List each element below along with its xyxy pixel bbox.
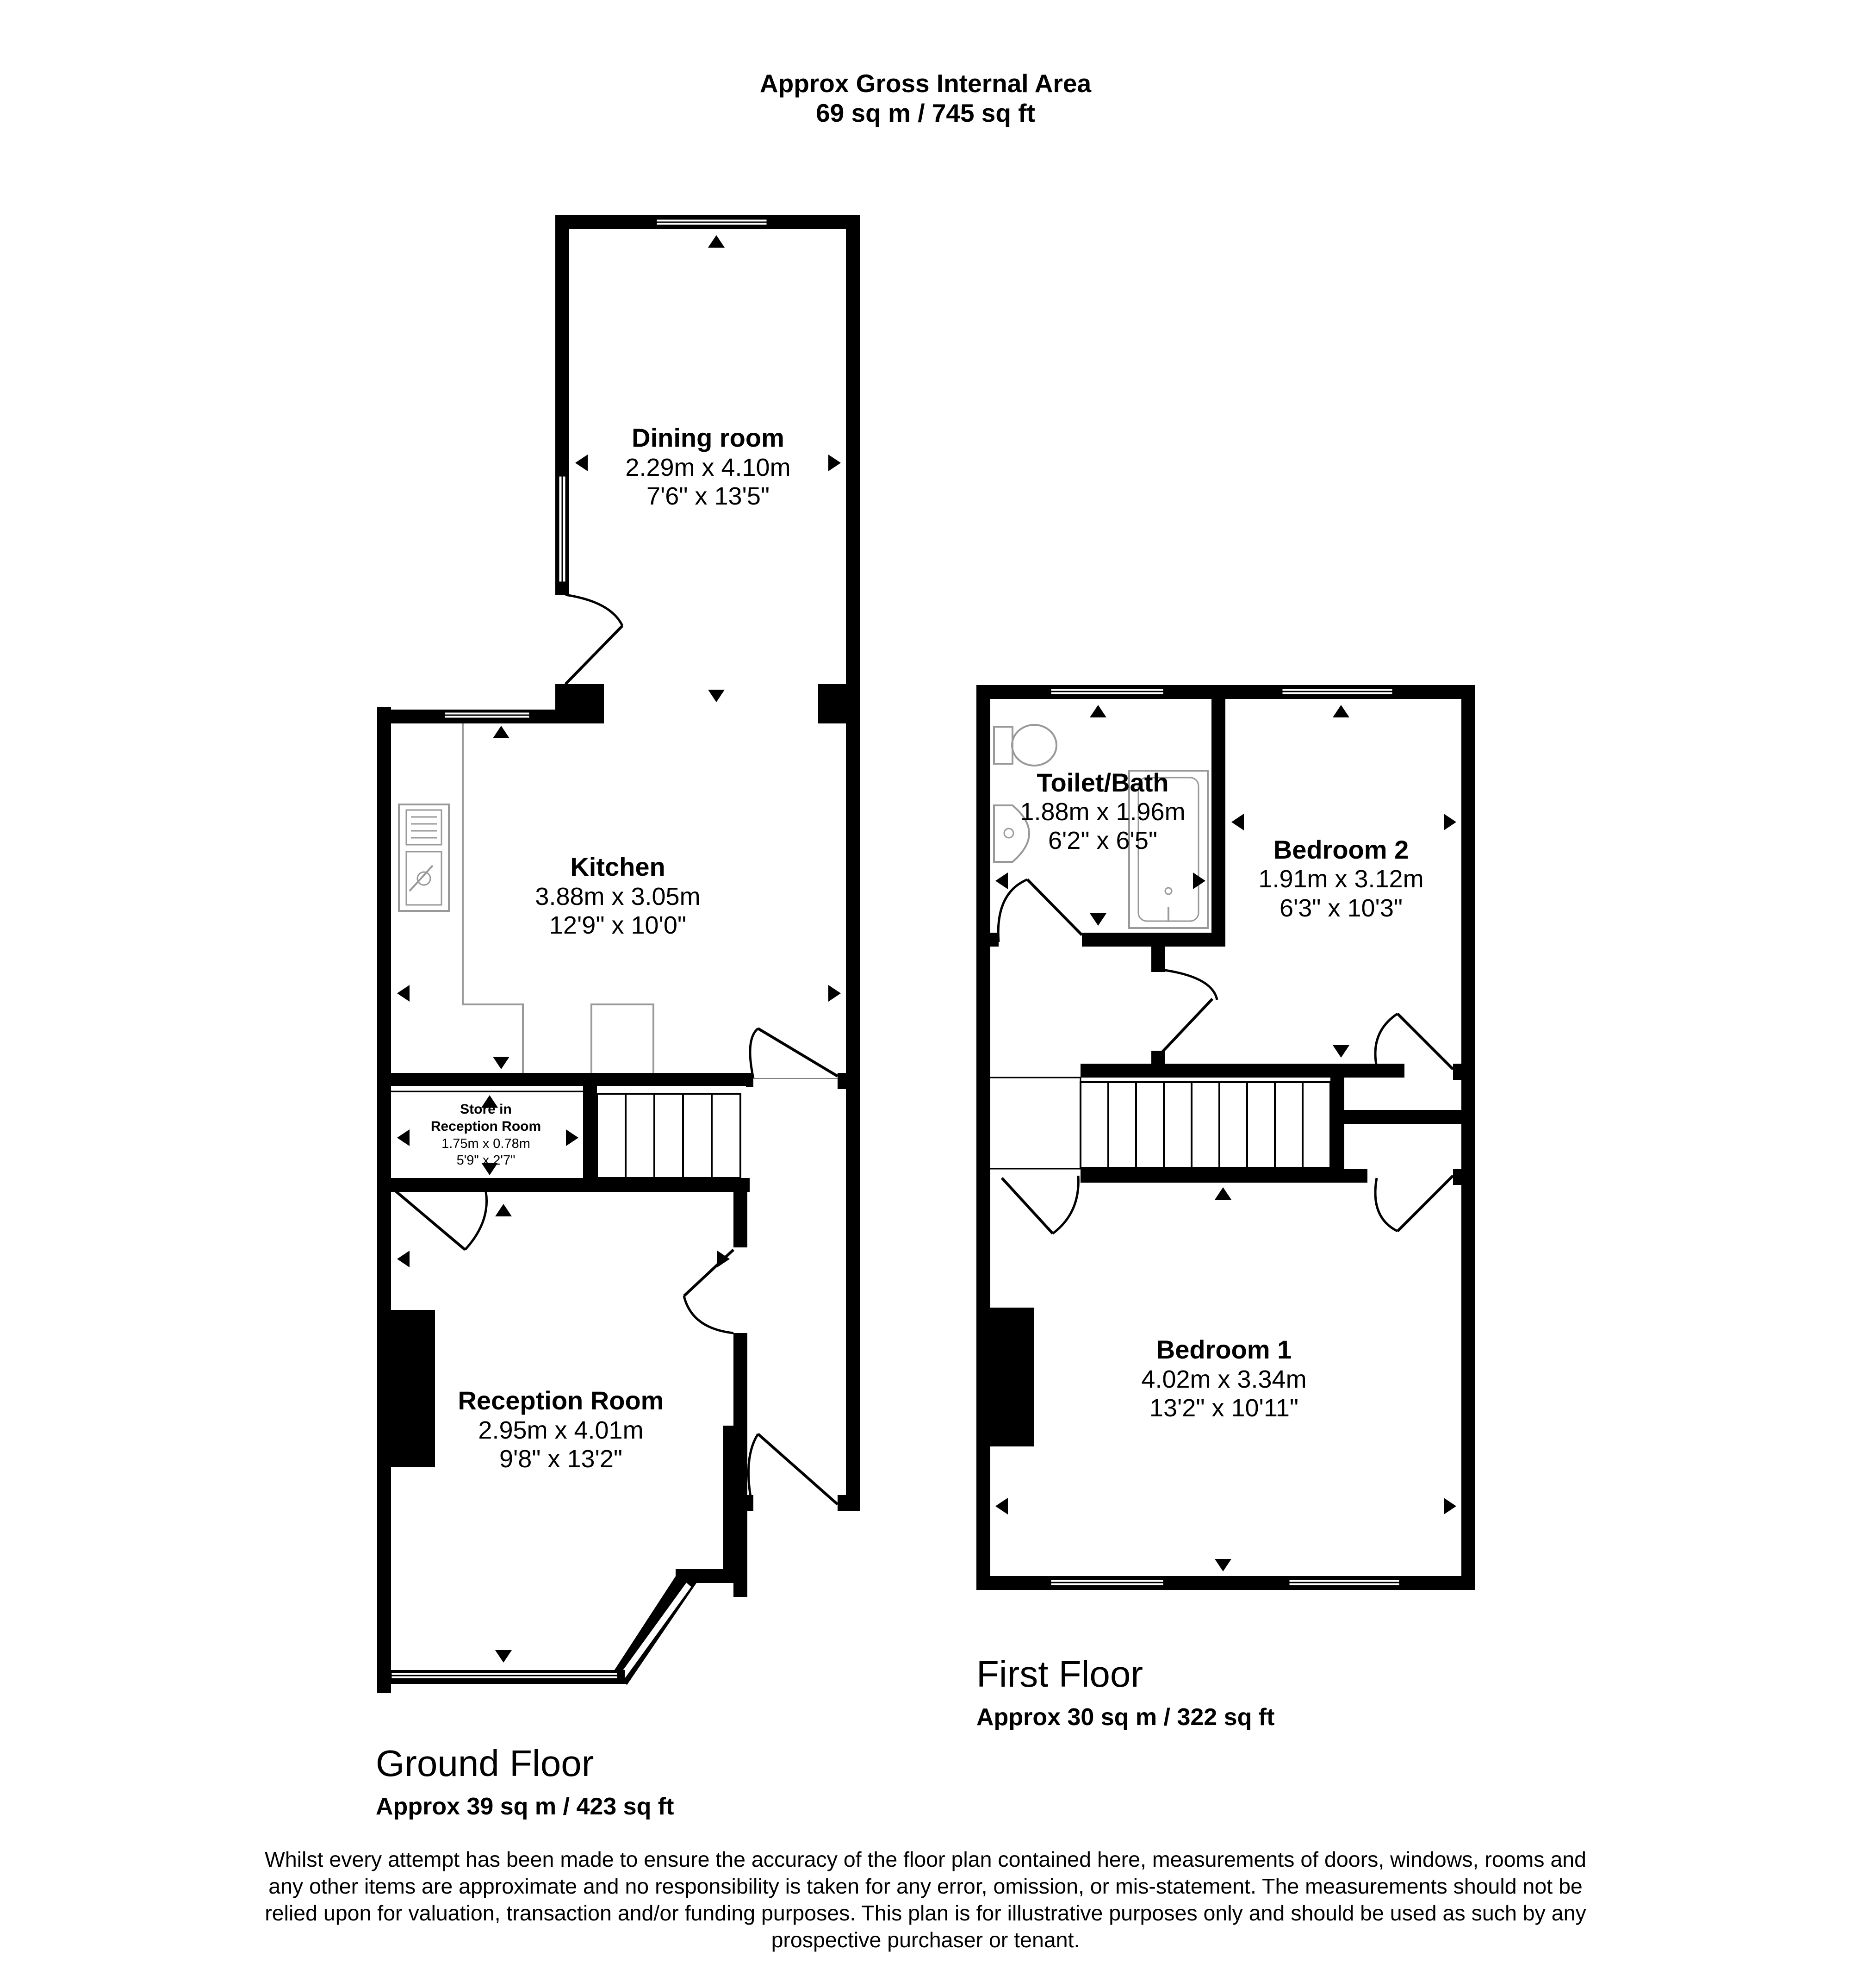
ground-floor-area: Approx 39 sq m / 423 sq ft [376,1793,674,1820]
room-metric-bedroom2: 1.91m x 3.12m [1258,865,1424,893]
room-imperial-store: 5'9" x 2'7" [456,1153,516,1168]
room-imperial-toilet: 6'2" x 6'5" [1048,827,1158,854]
header-total-area: 69 sq m / 745 sq ft [816,99,1035,127]
room-imperial-dining: 7'6" x 13'5" [646,482,770,510]
disclaimer-line: Whilst every attempt has been made to ensure the accuracy of the floor plan contained here, measurements of doors, windows, rooms and [264,1847,1587,1871]
room-imperial-reception: 9'8" x 13'2" [499,1445,623,1473]
room-name-reception: Reception Room [458,1386,664,1415]
room-name-bedroom1: Bedroom 1 [1156,1335,1292,1364]
first-floor-area: Approx 30 sq m / 322 sq ft [976,1704,1275,1731]
first-floor-title: First Floor [976,1653,1143,1695]
disclaimer-line: any other items are approximate and no responsibility is taken for any error, omission, or mis-statement. The measurements should not be [268,1874,1583,1898]
room-name-toilet: Toilet/Bath [1037,768,1169,797]
room-metric-bedroom1: 4.02m x 3.34m [1141,1365,1307,1393]
room-imperial-bedroom2: 6'3" x 10'3" [1279,894,1403,922]
header-title: Approx Gross Internal Area [759,69,1092,98]
ground-floor-title: Ground Floor [376,1743,594,1784]
disclaimer [231,1846,1620,1953]
room-metric-toilet: 1.88m x 1.96m [1020,798,1186,826]
room-imperial-kitchen: 12'9" x 10'0" [549,911,687,939]
room-name-kitchen: Kitchen [570,852,665,881]
room-name-dining: Dining room [632,423,784,452]
disclaimer-line: prospective purchaser or tenant. [771,1928,1080,1952]
room-imperial-bedroom1: 13'2" x 10'11" [1149,1394,1299,1422]
room-name-bedroom2: Bedroom 2 [1273,835,1409,864]
room-metric-dining: 2.29m x 4.10m [625,454,791,481]
room-name-store-line1: Store in [460,1102,512,1117]
disclaimer-line: relied upon for valuation, transaction and/or funding purposes. This plan is for illustrative purposes only and should be used as such by any [265,1901,1586,1925]
room-metric-store: 1.75m x 0.78m [441,1136,530,1151]
room-name-store-line2: Reception Room [430,1119,541,1134]
room-metric-kitchen: 3.88m x 3.05m [535,883,701,910]
room-labels [431,423,1424,1473]
room-metric-reception: 2.95m x 4.01m [478,1416,644,1444]
